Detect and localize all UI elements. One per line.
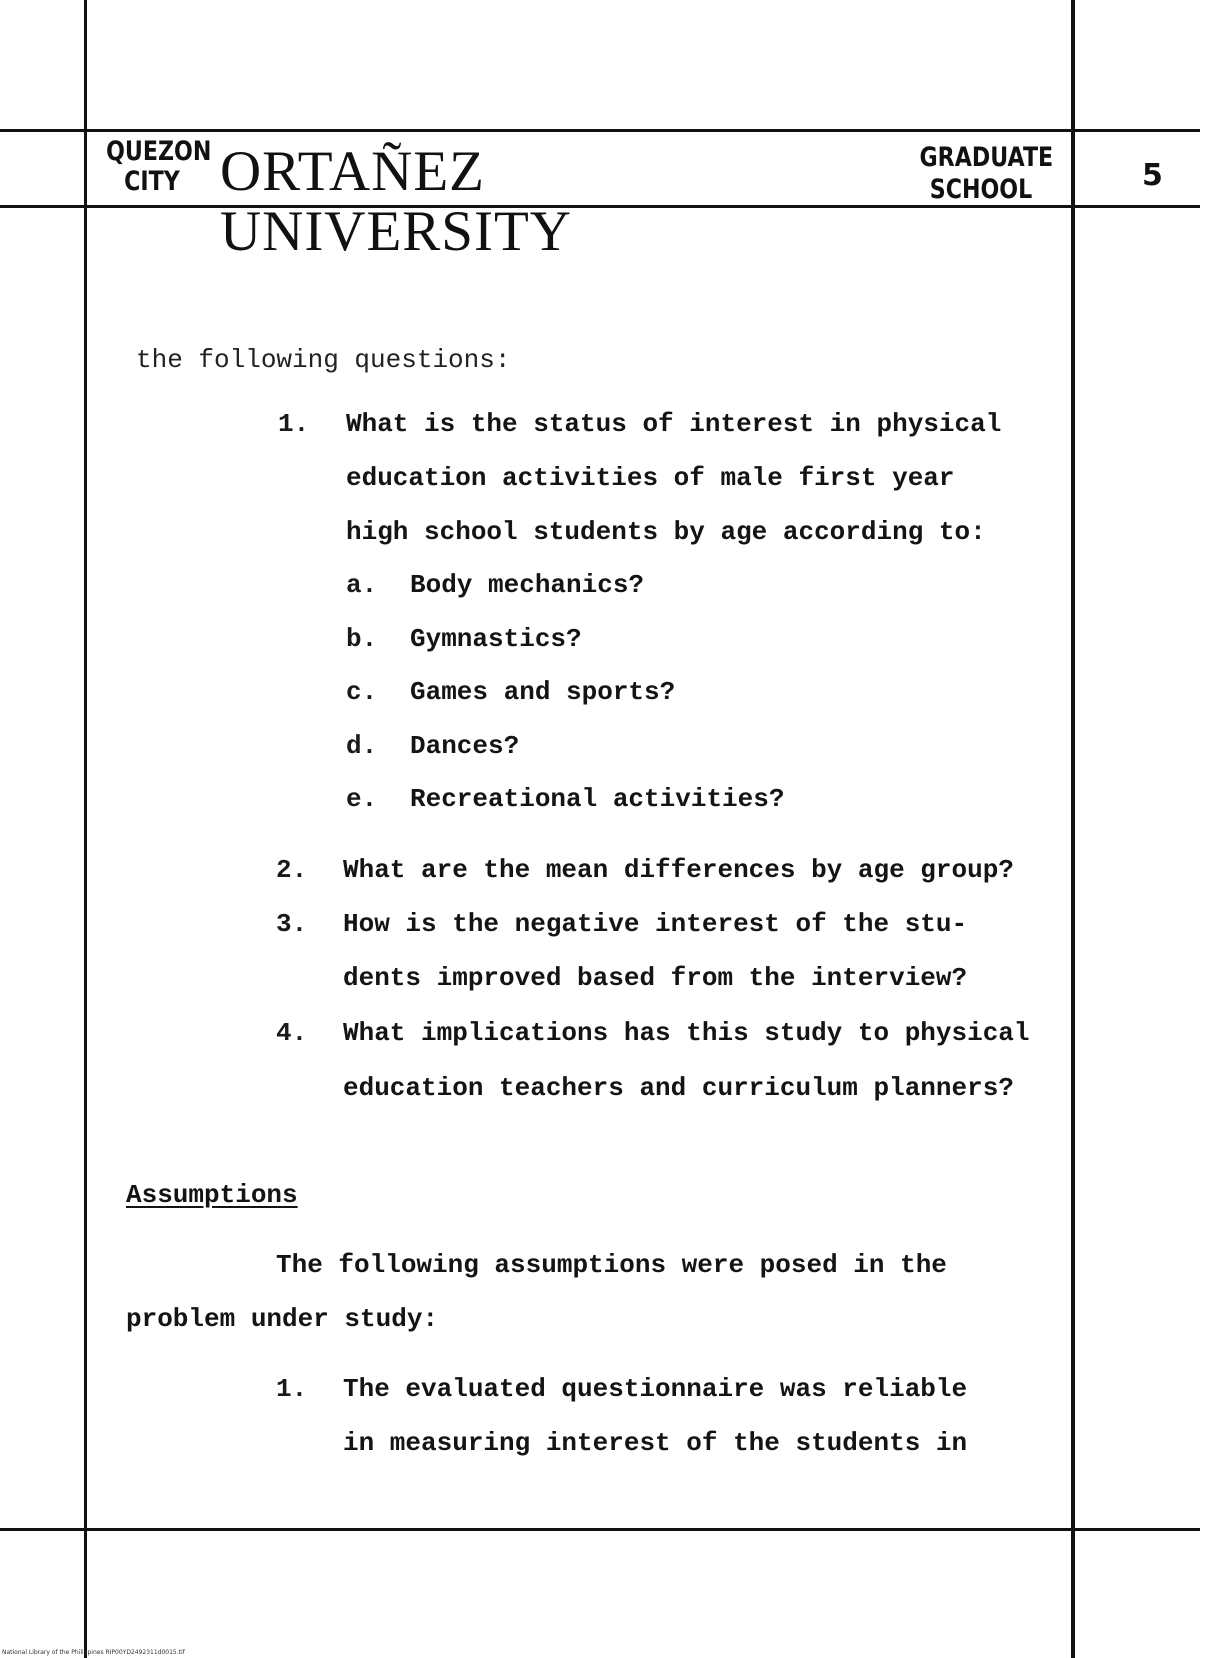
question-number: 2. — [276, 855, 308, 885]
school-bottom: SCHOOL — [929, 174, 1033, 205]
assumption-line: The evaluated questionnaire was reliable — [343, 1374, 968, 1404]
subitem-text: Recreational activities? — [410, 784, 785, 814]
paragraph-line: problem under study: — [126, 1304, 439, 1334]
paragraph-line: The following assumptions were posed in the — [276, 1250, 947, 1280]
intro-line: the following questions: — [136, 345, 511, 375]
city-top: QUEZON — [106, 136, 212, 167]
page-number: 5 — [1142, 158, 1163, 193]
footer-rule — [0, 1528, 1200, 1531]
right-margin-rule — [1071, 0, 1075, 1658]
city-bottom: CITY — [124, 166, 180, 197]
question-line: education activities of male first year — [346, 463, 955, 493]
university-name: ORTAÑEZ UNIVERSITY — [220, 140, 572, 263]
question-number: 3. — [276, 909, 308, 939]
section-heading-assumptions: Assumptions — [126, 1180, 298, 1210]
subitem-letter: e. — [346, 784, 378, 814]
subitem-letter: b. — [346, 624, 378, 654]
question-number: 1. — [278, 409, 310, 439]
subitem-text: Games and sports? — [410, 677, 676, 707]
subitem-letter: a. — [346, 570, 378, 600]
assumption-line: in measuring interest of the students in — [343, 1428, 968, 1458]
subitem-letter: c. — [346, 677, 378, 707]
header-top-rule — [0, 129, 1200, 132]
question-line: dents improved based from the interview? — [343, 963, 968, 993]
question-line: What implications has this study to physical — [343, 1018, 1030, 1048]
left-margin-rule — [84, 0, 87, 1658]
school-top: GRADUATE — [919, 142, 1054, 173]
assumption-number: 1. — [276, 1374, 308, 1404]
header-bottom-rule — [0, 205, 1200, 208]
question-line: education teachers and curriculum planners? — [343, 1073, 1014, 1103]
question-line: What is the status of interest in physical — [346, 409, 1002, 439]
scan-footer: National Library of the Philippines RIP00YD2492311d0015.tif — [2, 1649, 185, 1656]
subitem-text: Body mechanics? — [410, 570, 645, 600]
question-line: high school students by age according to: — [346, 517, 986, 547]
subitem-text: Dances? — [410, 731, 520, 761]
subitem-text: Gymnastics? — [410, 624, 582, 654]
question-number: 4. — [276, 1018, 308, 1048]
question-line: How is the negative interest of the stu- — [343, 909, 968, 939]
question-line: What are the mean differences by age group? — [343, 855, 1014, 885]
subitem-letter: d. — [346, 731, 378, 761]
